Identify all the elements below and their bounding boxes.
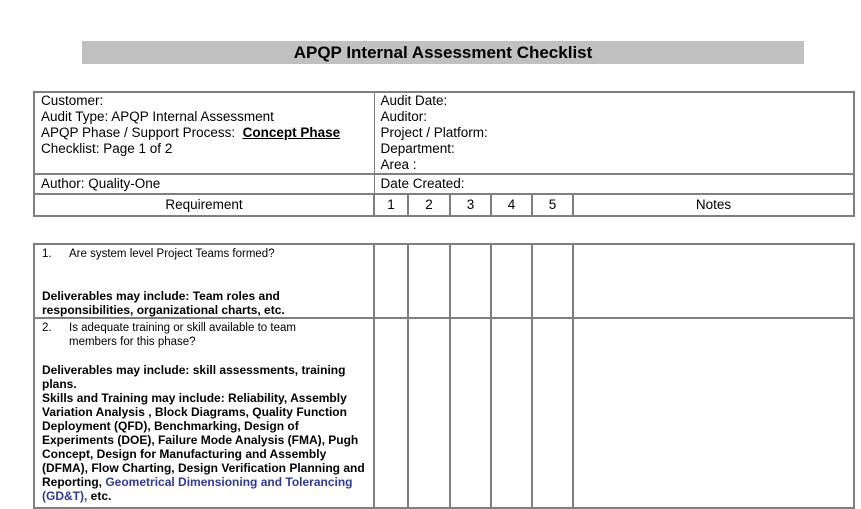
checklist-item-row (34, 318, 854, 508)
customer-label: Customer: (41, 93, 104, 108)
area-label: Area : (380, 157, 417, 172)
document-title: APQP Internal Assessment Checklist (82, 41, 804, 64)
notes-cell[interactable] (573, 318, 854, 508)
deliverables-text: Deliverables may include: skill assessments, training plans. (42, 363, 346, 391)
question-text: 1. Are system level Project Teams formed? (42, 248, 275, 260)
project-platform-label: Project / Platform: (380, 125, 488, 140)
checklist-items-table (33, 243, 855, 509)
notes-cell[interactable] (573, 244, 854, 318)
rating-4-cell[interactable] (491, 244, 532, 318)
rating-5-cell[interactable] (532, 244, 573, 318)
rating-2-cell[interactable] (408, 244, 450, 318)
rating-4-column-header: 4 (491, 194, 532, 216)
notes-column-header: Notes (573, 194, 854, 216)
checklist-item-row (34, 244, 854, 318)
audit-info-left (34, 92, 374, 174)
question-text-continued: members for this phase? (69, 336, 196, 348)
audit-date-label: Audit Date: (380, 93, 448, 108)
deliverables-text: Deliverables may include: Team roles and responsibilities, organizational charts, etc. (42, 289, 285, 317)
gdt-link[interactable]: Geometrical Dimensioning and Tolerancing (GD&T), (42, 475, 353, 503)
audit-type-label: Audit Type: APQP Internal Assessment (41, 109, 274, 124)
phase-value: Concept Phase (242, 125, 341, 140)
rating-2-cell[interactable] (408, 318, 450, 508)
audit-info-row (34, 92, 854, 174)
rating-2-column-header: 2 (408, 194, 450, 216)
author-label: Author: Quality-One (34, 174, 374, 194)
rating-3-column-header: 3 (450, 194, 491, 216)
rating-1-column-header: 1 (374, 194, 408, 216)
rating-5-cell[interactable] (532, 318, 573, 508)
rating-1-cell[interactable] (374, 244, 408, 318)
requirement-cell (34, 244, 374, 318)
audit-header-table (33, 91, 855, 217)
author-row (34, 174, 854, 194)
checklist-page-label: Checklist: Page 1 of 2 (41, 141, 173, 156)
phase-label: APQP Phase / Support Process: (41, 125, 236, 140)
phase-line (41, 125, 368, 141)
rating-4-cell[interactable] (491, 318, 532, 508)
requirement-column-header: Requirement (34, 194, 374, 216)
question-text: 2. Is adequate training or skill available to team (42, 322, 296, 334)
auditor-label: Auditor: (380, 109, 428, 124)
department-label: Department: (380, 141, 455, 156)
rating-3-cell[interactable] (450, 318, 491, 508)
audit-info-right (374, 92, 854, 174)
column-header-row (34, 194, 854, 216)
requirement-cell (34, 318, 374, 508)
date-created-label: Date Created: (374, 174, 854, 194)
skills-text: Skills and Training may include: Reliability, Assembly Variation Analysis , Block Diagrams, Quality Function Deployment (QFD), Benchmarking, Design of Experiments (DOE), Failure Mode Analysis (FMA), Pugh Concept, Design for Manufacturing and Assembly (DFMA), Flow Charting, Design Verification Planning and Reporting, Geometrical Dimensioning and Tolerancing (GD&T), etc. (42, 391, 365, 503)
rating-3-cell[interactable] (450, 244, 491, 318)
rating-1-cell[interactable] (374, 318, 408, 508)
rating-5-column-header: 5 (532, 194, 573, 216)
